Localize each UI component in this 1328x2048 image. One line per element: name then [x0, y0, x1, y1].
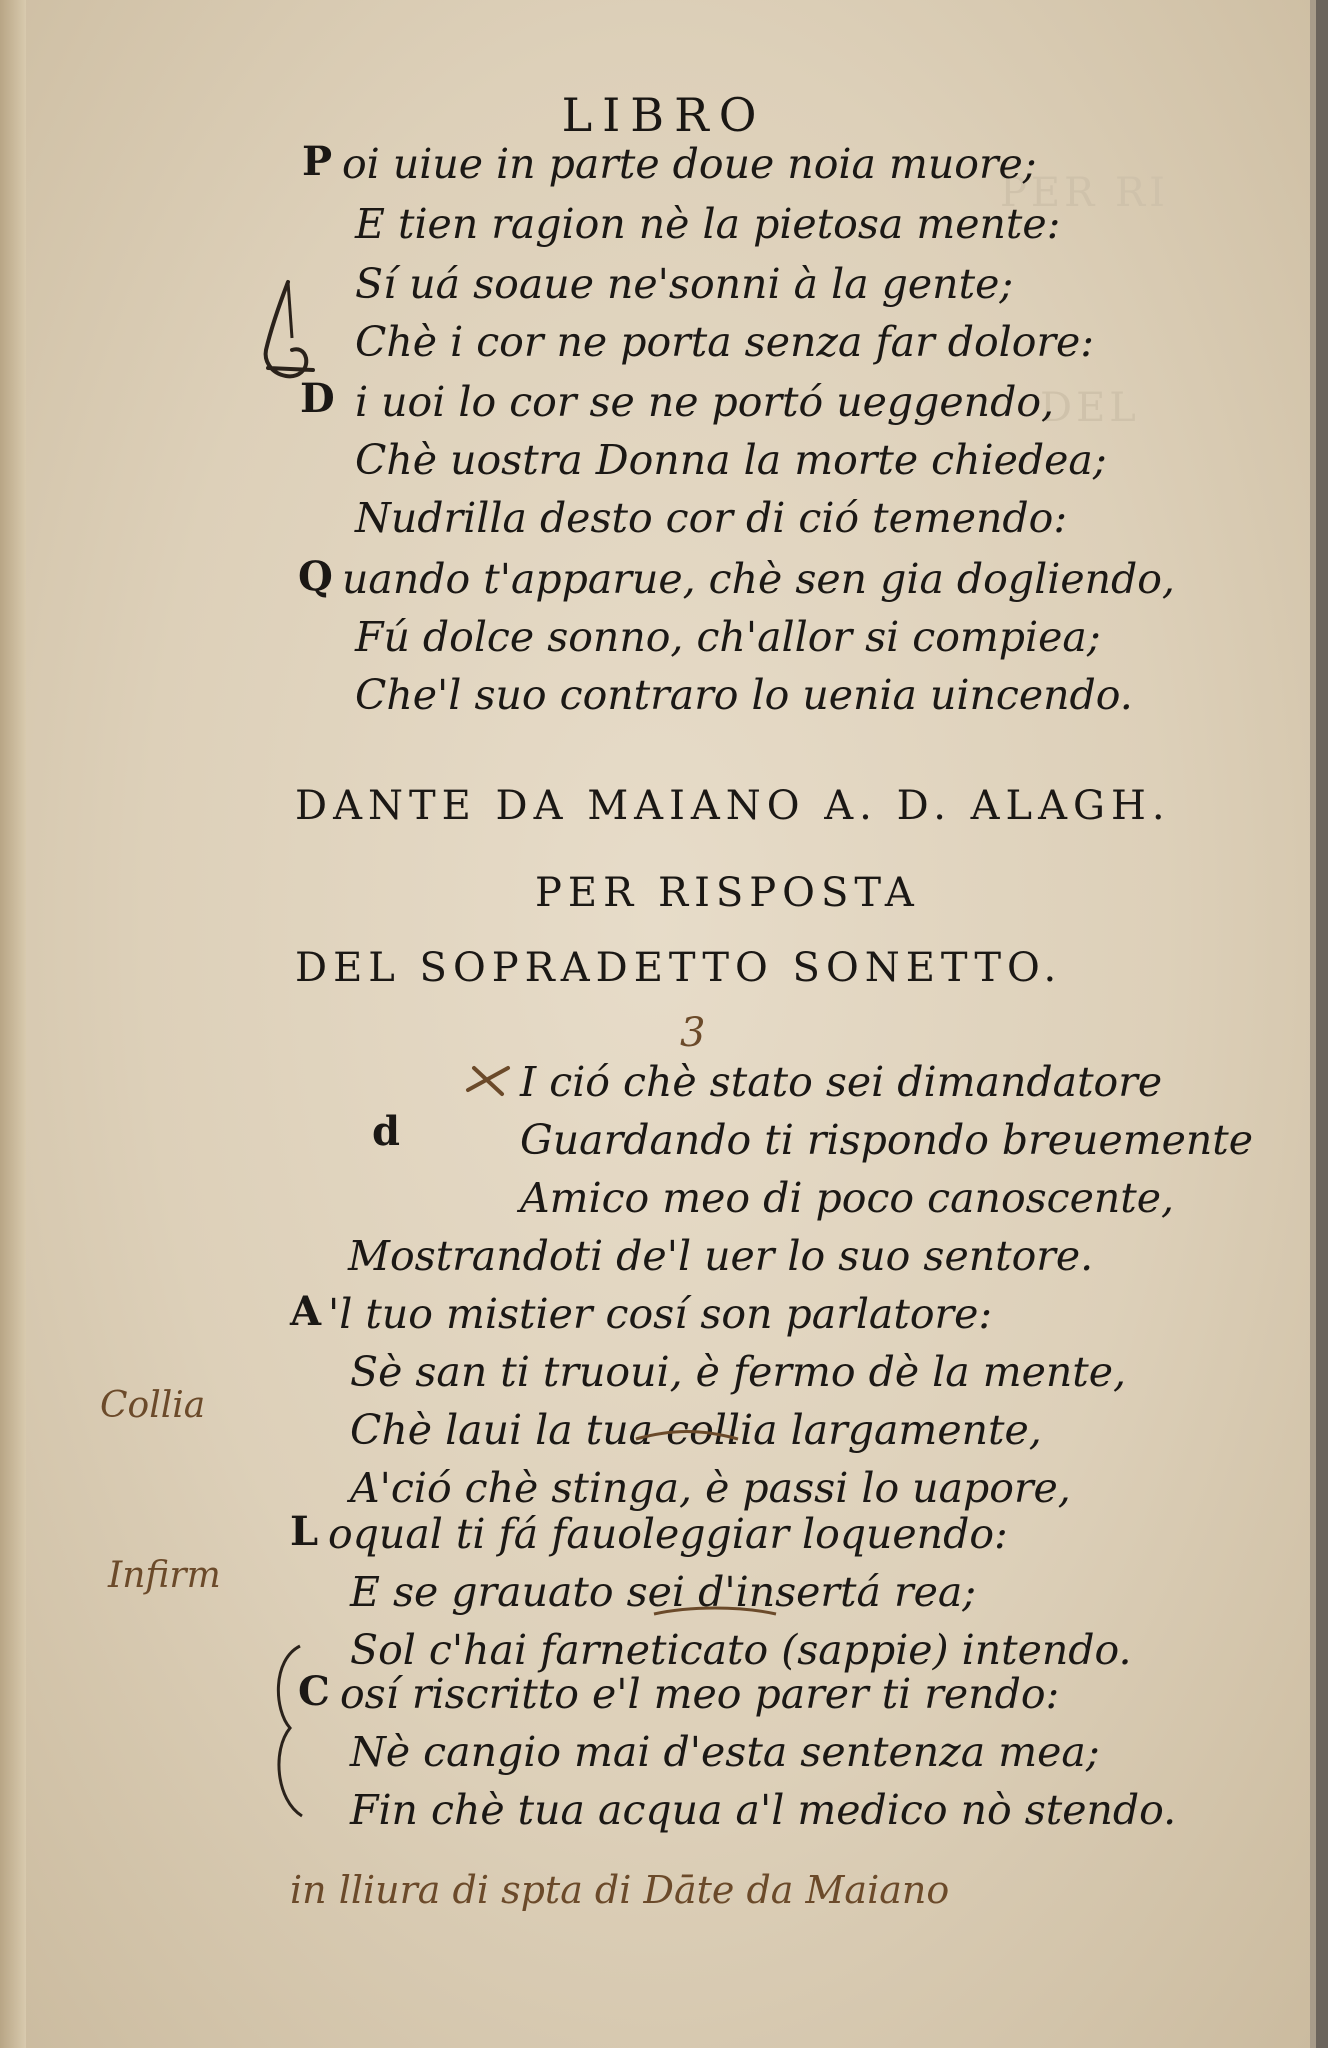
running-head: LIBRO: [561, 88, 767, 142]
underline-mark-icon: [650, 1602, 780, 1622]
verse-line: oi uiue in parte doue noia muore;: [342, 140, 1037, 188]
bottom-inscription: in lliura di spta di Dāte da Maiano: [290, 1868, 950, 1912]
verse-line: Sè san ti truoui, è fermo dè la mente,: [350, 1348, 1127, 1396]
drop-initial: A: [290, 1288, 322, 1335]
drop-initial: Q: [298, 553, 333, 600]
verse-line: Chè laui la tua collia largamente,: [350, 1406, 1042, 1454]
manicule-icon: [258, 278, 318, 388]
author-heading: DANTE DA MAIANO A. D. ALAGH.: [295, 783, 1171, 829]
verse-line: Sí uá soaue ne'sonni à la gente;: [355, 260, 1014, 308]
drop-initial: L: [290, 1508, 319, 1555]
verse-line: Chè uostra Donna la morte chiedea;: [355, 436, 1107, 484]
show-through-text: PER RI: [1000, 170, 1169, 216]
verse-line: uando t'apparue, chè sen gia dogliendo,: [342, 555, 1175, 603]
verse-line: A'ció chè stinga, è passi lo uapore,: [350, 1464, 1071, 1512]
verse-line: Chè i cor ne porta senza far dolore:: [355, 318, 1095, 366]
verse-line: 'l tuo mistier cosí son parlatore:: [328, 1290, 993, 1338]
verse-line: Che'l suo contraro lo uenia uincendo.: [355, 671, 1133, 719]
drop-initial: P: [302, 138, 333, 185]
verse-line: Fin chè tua acqua a'l medico nò stendo.: [350, 1786, 1177, 1834]
verse-line: Nè cangio mai d'esta sentenza mea;: [350, 1728, 1100, 1776]
page-fore-edge: [0, 0, 26, 2048]
marginal-note-collia: Collia: [100, 1385, 206, 1426]
cross-mark-icon: [462, 1060, 516, 1100]
verse-line: i uoi lo cor se ne portó ueggendo,: [355, 378, 1055, 426]
verse-line: oqual ti fá fauoleggiar loquendo:: [328, 1510, 1008, 1558]
verse-line: Amico meo di poco canoscente,: [520, 1174, 1175, 1222]
drop-initial: D: [300, 375, 335, 422]
verse-line: osí riscritto e'l meo parer ti rendo:: [340, 1670, 1060, 1718]
marginal-note-infirm: Infirm: [108, 1555, 221, 1596]
marginal-letter: d: [372, 1108, 400, 1155]
verse-line: Mostrandoti de'l uer lo suo sentore.: [348, 1232, 1094, 1280]
verse-line: I ció chè stato sei dimandatore: [520, 1058, 1163, 1106]
marginal-numeral: 3: [680, 1010, 706, 1056]
sonnet-heading: DEL SOPRADETTO SONETTO.: [295, 945, 1063, 991]
show-through-text: DEL: [1040, 385, 1140, 431]
verse-line: Fú dolce sonno, ch'allor si compiea;: [355, 613, 1101, 661]
verse-line: Nudrilla desto cor di ció temendo:: [355, 494, 1068, 542]
reply-heading: PER RISPOSTA: [535, 870, 920, 916]
verse-line: E se grauato sei d'insertá rea;: [350, 1568, 977, 1616]
verse-line: E tien ragion nè la pietosa mente:: [355, 200, 1061, 248]
verse-line: Sol c'hai farneticato (sappie) intendo.: [350, 1626, 1132, 1674]
underline-mark-icon: [632, 1425, 742, 1445]
verse-line: Guardando ti rispondo breuemente: [520, 1116, 1253, 1164]
bracket-mark-icon: [260, 1640, 320, 1820]
drop-initial: C: [298, 1668, 330, 1715]
